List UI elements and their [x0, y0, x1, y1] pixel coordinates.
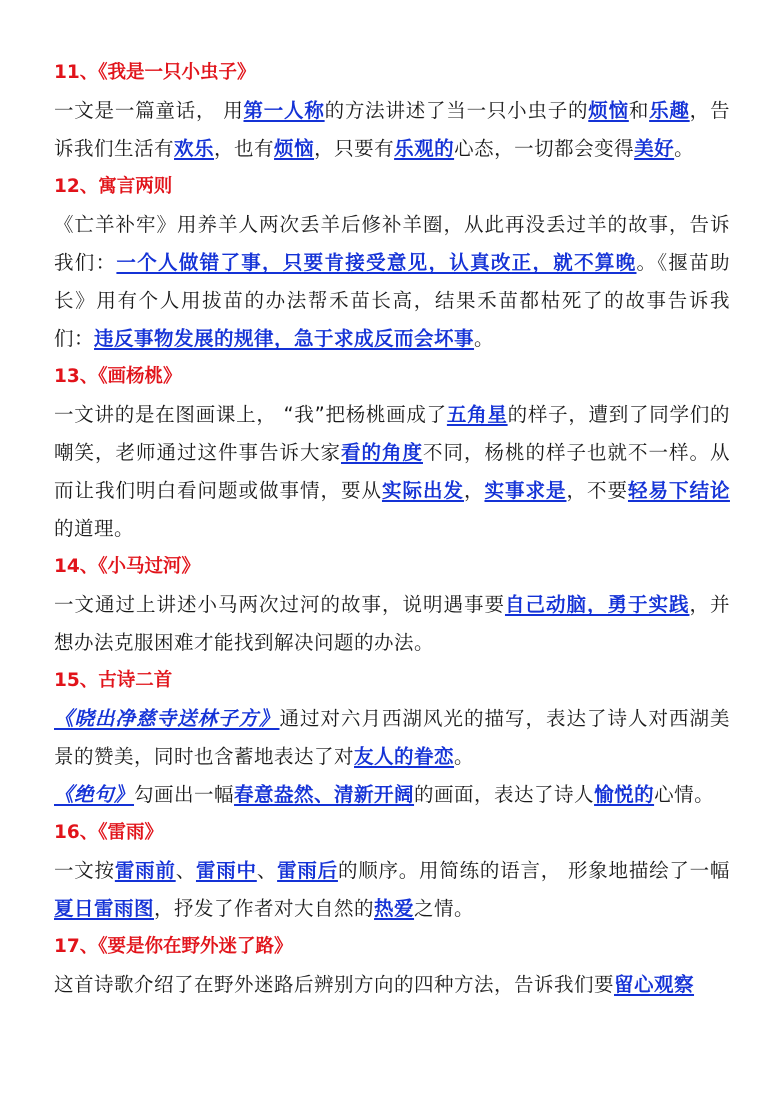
section-paragraph: [54, 700, 730, 776]
body-text: 和: [628, 99, 650, 122]
section-heading: 16、《雷雨》: [54, 822, 163, 843]
body-text: 一文是一篇童话， 用: [54, 99, 244, 122]
section: [54, 814, 730, 928]
body-text: 的方法讲述了当一只小虫子的: [324, 99, 589, 122]
key-phrase: 美好: [634, 137, 675, 160]
key-phrase: 夏日雷雨图: [54, 897, 155, 920]
key-phrase: 实事求是: [484, 479, 567, 502]
body-text: 。: [474, 327, 495, 350]
key-phrase: 烦恼: [274, 137, 315, 160]
body-text: 《亡羊补牢》用养羊人两次丢羊后修补羊圈，从此再没丢过羊的故事，告诉我们：: [54, 213, 730, 274]
key-phrase: 乐观的: [394, 137, 455, 160]
body-text: 心态，一切都会变得: [454, 137, 635, 160]
key-phrase: 欢乐: [174, 137, 215, 160]
body-text: ，不要: [566, 479, 628, 502]
key-phrase: 春意盎然、清新开阔: [234, 783, 415, 806]
body-text: 、: [256, 859, 278, 882]
section-paragraph: [54, 206, 730, 358]
section-paragraph: [54, 852, 730, 928]
key-phrase: 五角星: [446, 403, 508, 426]
body-text: 之情。: [414, 897, 475, 920]
section: [54, 548, 730, 662]
key-phrase: 雷雨前: [114, 859, 176, 882]
key-phrase: 看的角度: [340, 441, 423, 464]
section-heading: 15、古诗二首: [54, 670, 173, 691]
body-text: 心情。: [654, 783, 715, 806]
section-heading: 14、《小马过河》: [54, 556, 200, 577]
body-text: 的顺序。用简练的语言， 形象地描绘了一幅: [337, 859, 730, 882]
key-phrase: 一个人做错了事，只要肯接受意见，认真改正，就不算晚: [116, 251, 637, 274]
body-text: 一文讲的是在图画课上， “我”把杨桃画成了: [54, 403, 447, 426]
key-phrase: 烦恼: [588, 99, 629, 122]
body-text: ，: [463, 479, 485, 502]
section: [54, 928, 730, 1004]
body-text: ，并想办法克服困难才能找到解决问题的办法。: [54, 593, 730, 654]
body-text: ，抒发了作者对大自然的: [154, 897, 375, 920]
body-text: ，只要有: [314, 137, 395, 160]
body-text: 的道理。: [54, 517, 135, 540]
section-paragraph: [54, 92, 730, 168]
key-phrase: 自己动脑，勇于实践: [504, 593, 690, 616]
body-text: 一文通过上讲述小马两次过河的故事，说明遇事要: [54, 593, 505, 616]
body-text: 的画面，表达了诗人: [414, 783, 595, 806]
body-text: 不同，杨桃的样子也就不一样。从而让我们明白看问题或做事情，要从: [54, 441, 730, 502]
key-phrase: 《晓出净慈寺送林子方》: [54, 707, 280, 730]
body-text: 勾画出一幅: [134, 783, 235, 806]
body-text: ，也有: [214, 137, 275, 160]
key-phrase: 违反事物发展的规律，急于求成反而会坏事: [94, 327, 475, 350]
key-phrase: 热爱: [374, 897, 415, 920]
body-text: 通过对六月西湖风光的描写，表达了诗人对西湖美景的赞美，同时也含蓄地表达了对: [54, 707, 730, 768]
section: [54, 358, 730, 548]
section-heading: 12、寓言两则: [54, 176, 173, 197]
body-text: 。: [454, 745, 475, 768]
key-phrase: 轻易下结论: [627, 479, 730, 502]
section-heading: 17、《要是你在野外迷了路》: [54, 936, 293, 957]
section-heading: 11、《我是一只小虫子》: [54, 62, 256, 83]
body-text: ，告诉我们生活有: [54, 99, 730, 160]
key-phrase: 乐趣: [649, 99, 690, 122]
key-phrase: 留心观察: [614, 973, 695, 996]
key-phrase: 雷雨中: [195, 859, 257, 882]
body-text: 、: [175, 859, 196, 882]
section-heading: 13、《画杨桃》: [54, 366, 182, 387]
key-phrase: 实际出发: [381, 479, 464, 502]
section-paragraph: [54, 966, 730, 1004]
section: [54, 168, 730, 358]
body-text: 一文按: [54, 859, 115, 882]
key-phrase: 愉悦的: [594, 783, 655, 806]
body-text: 的样子，遭到了同学们的嘲笑，老师通过这件事告诉大家: [54, 403, 730, 464]
section-paragraph: [54, 776, 730, 814]
section-paragraph: [54, 396, 730, 548]
key-phrase: 雷雨后: [277, 859, 338, 882]
key-phrase: 第一人称: [243, 99, 325, 122]
section: [54, 662, 730, 814]
body-text: 这首诗歌介绍了在野外迷路后辨别方向的四种方法，告诉我们要: [54, 973, 615, 996]
body-text: 。《揠苗助长》用有个人用拔苗的办法帮禾苗长高，结果禾苗都枯死了的故事告诉我们：: [54, 251, 730, 350]
key-phrase: 友人的眷恋: [354, 745, 455, 768]
document-page: [54, 54, 730, 1004]
body-text: 。: [674, 137, 695, 160]
section-paragraph: [54, 586, 730, 662]
key-phrase: 《绝句》: [54, 783, 135, 806]
section: [54, 54, 730, 168]
